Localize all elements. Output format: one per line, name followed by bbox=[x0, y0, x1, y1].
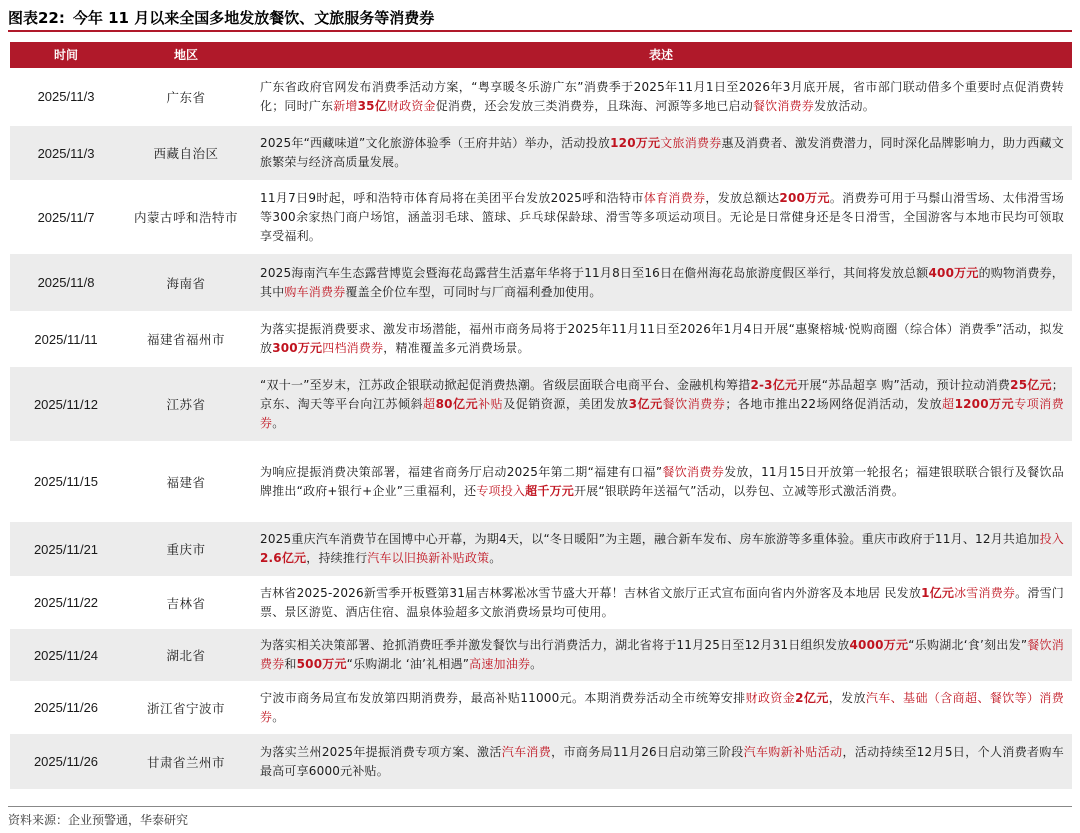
description-text: 。 bbox=[489, 551, 502, 565]
highlight-text: 超 bbox=[942, 396, 955, 411]
cell-date: 2025/11/12 bbox=[33, 396, 99, 412]
highlight-text: 高速加油券 bbox=[469, 657, 531, 671]
description-text: 发放，11月15日开放第一轮报名；福建银联联合银行及餐饮品牌推出“政府+银行+企业”三重福利，还 bbox=[260, 464, 1064, 498]
cell-description bbox=[250, 463, 1072, 501]
description-text: ，精准覆盖多元消费场景。 bbox=[383, 341, 530, 355]
highlight-text: 餐饮消费券 bbox=[752, 98, 814, 113]
highlight-text: 500万元 bbox=[296, 657, 347, 671]
cell-region: 重庆市 bbox=[166, 542, 206, 557]
description-text: ，市商务局11月26日启动第三阶段 bbox=[551, 744, 744, 759]
cell-region: 江苏省 bbox=[166, 397, 206, 412]
highlight-text: 120万元 bbox=[610, 136, 661, 150]
cell-description bbox=[250, 376, 1072, 433]
description-text: 发放活动。 bbox=[813, 98, 875, 113]
table-header bbox=[10, 42, 1072, 68]
description-text: 为落实提振消费要求、激发市场潜能，福州市商务局将于2025年11月11日至2026年1月4日开展“惠聚榕城·悦购商圈（综合体）消费季”活动，拟发放 bbox=[260, 322, 1064, 355]
highlight-text: 餐饮消费券 bbox=[662, 464, 725, 479]
cell-description bbox=[250, 530, 1072, 568]
cell-description bbox=[250, 320, 1072, 358]
highlight-text: 超千万元 bbox=[525, 483, 574, 498]
table-row bbox=[10, 682, 1072, 734]
header-region: 地区 bbox=[173, 48, 198, 62]
table-row bbox=[10, 367, 1072, 442]
figure-number: 图表22: bbox=[8, 9, 65, 27]
cell-description bbox=[250, 78, 1072, 116]
cell-region: 海南省 bbox=[166, 275, 206, 291]
highlight-text: 餐饮消费券 bbox=[662, 396, 726, 411]
description-text: 宁波市商务局宣布发放第四期消费券，最高补贴11000元。本期消费券活动全市统筹安排 bbox=[260, 690, 746, 705]
highlight-text: 冰雪消费券 bbox=[954, 585, 1016, 600]
description-text: 为响应提振消费决策部署，福建省商务厅启动2025年第二期“福建有口福” bbox=[260, 464, 663, 479]
highlight-text: 2-3亿元 bbox=[750, 377, 798, 392]
cell-region: 西藏自治区 bbox=[153, 146, 219, 161]
table-row bbox=[10, 629, 1072, 682]
highlight-text: 餐饮消费券 bbox=[260, 638, 1064, 671]
description-text: 促消费，还会发放三类消费券，且珠海、河源等多地已启动 bbox=[435, 98, 753, 113]
description-text: ，发放 bbox=[828, 690, 866, 705]
table-row bbox=[10, 442, 1072, 522]
cell-region: 福建省福州市 bbox=[146, 332, 225, 347]
cell-date: 2025/11/15 bbox=[33, 474, 99, 489]
cell-date: 2025/11/8 bbox=[37, 275, 95, 290]
highlight-text: 超 bbox=[423, 396, 436, 411]
highlight-text: 4000万元 bbox=[849, 638, 909, 652]
table-row bbox=[10, 181, 1072, 254]
highlight-text: 四档消费券 bbox=[322, 341, 384, 355]
table-row bbox=[10, 126, 1072, 181]
cell-description bbox=[250, 584, 1072, 622]
highlight-text: 购车消费券 bbox=[284, 284, 346, 299]
highlight-text: 2亿元 bbox=[795, 690, 829, 705]
description-text: 。消费券可用于马鬃山滑雪场、太伟滑雪场等300余家热门商户场馆，涵盖羽毛球、篮球、乒乓球保龄球、滑雪等多项运动项目。无论是日常健身还是冬日滑雪，全国游客与本地市民均可领取享受福利。 bbox=[260, 190, 1064, 243]
cell-description bbox=[250, 689, 1072, 727]
cell-date: 2025/11/26 bbox=[33, 754, 99, 769]
description-text: 为落实相关决策部署、抢抓消费旺季并激发餐饮与出行消费活力，湖北省将于11月25日至12月31日组织发放 bbox=[260, 638, 850, 652]
description-text: 。 bbox=[272, 709, 285, 724]
highlight-text: 财政资金 bbox=[386, 98, 436, 113]
cell-region: 浙江省宁波市 bbox=[146, 700, 225, 716]
description-text: “乐购湖北‘食’刻出发” bbox=[908, 638, 1028, 652]
highlight-text: 汽车消费 bbox=[501, 744, 552, 759]
description-text: 2025年“西藏味道”文化旅游体验季（王府井站）举办，活动投放 bbox=[260, 136, 611, 150]
highlight-text: 3亿元 bbox=[628, 396, 663, 411]
cell-date: 2025/11/22 bbox=[33, 595, 99, 610]
description-text: 的购物消费券，其中 bbox=[260, 265, 1064, 299]
cell-region: 湖北省 bbox=[166, 648, 206, 663]
description-text: 和 bbox=[284, 657, 297, 671]
cell-description bbox=[250, 264, 1072, 302]
description-text: “乐购湖北 ‘油’礼相遇” bbox=[346, 657, 470, 671]
description-text: 广东省政府官网发布消费季活动方案，“粤享暖冬乐游广东”消费季于2025年11月1日至2026年3月底开展，省市部门联动借多个重要时点促消费转化；同时广东 bbox=[260, 79, 1064, 113]
description-text: 2025重庆汽车消费节在国博中心开幕，为期4天，以“冬日暖阳”为主题，融合新车发布、房车旅游等多重体验。重庆市政府于11月、12月共追加 bbox=[260, 532, 1040, 546]
highlight-text: 200万元 bbox=[779, 190, 830, 205]
description-text: ，持续推行 bbox=[306, 551, 368, 565]
cell-region: 甘肃省兰州市 bbox=[146, 754, 225, 770]
cell-description bbox=[250, 636, 1072, 674]
figure-caption: 今年 11 月以来全国多地发放餐饮、文旅服务等消费券 bbox=[72, 9, 435, 27]
highlight-text: 专项投入 bbox=[476, 483, 526, 498]
table-row bbox=[10, 522, 1072, 577]
description-text: ；京东、淘天等平台向江苏倾斜 bbox=[260, 377, 1064, 411]
cell-date: 2025/11/21 bbox=[33, 541, 99, 557]
highlight-text: 财政资金 bbox=[745, 690, 796, 705]
description-text: 开展“苏品超享 购”活动，预计拉动消费 bbox=[797, 377, 1011, 392]
description-text: 及促销资源，美团发放 bbox=[503, 396, 629, 411]
cell-description bbox=[250, 189, 1072, 246]
description-text: 。 bbox=[530, 657, 543, 671]
table-row bbox=[10, 254, 1072, 312]
header-date: 时间 bbox=[53, 48, 78, 62]
description-text: 。滑雪门票、景区游览、酒店住宿、温泉体验超多文旅消费场景均可使用。 bbox=[260, 585, 1064, 619]
highlight-text: 补贴 bbox=[478, 396, 504, 411]
highlight-text: 2.6亿元 bbox=[260, 551, 307, 565]
highlight-text: 1亿元 bbox=[921, 585, 955, 600]
highlight-text: 专项消费券 bbox=[260, 396, 1065, 430]
cell-description bbox=[250, 743, 1072, 781]
description-text: ，发放总额达 bbox=[705, 190, 780, 205]
description-text: “双十一”至岁末，江苏政企银联动掀起促消费热潮。省级层面联合电商平台、金融机构筹措 bbox=[260, 377, 751, 392]
table-row bbox=[10, 577, 1072, 629]
consumer-voucher-table bbox=[10, 42, 1072, 790]
cell-region: 内蒙古呼和浩特市 bbox=[133, 210, 238, 225]
cell-date: 2025/11/3 bbox=[37, 145, 95, 161]
description-text: 吉林省2025-2026新雪季开板暨第31届吉林雾凇冰雪节盛大开幕！吉林省文旅厅正式宣布面向省内外游客及本地居 民发放 bbox=[260, 585, 922, 600]
highlight-text: 体育消费券 bbox=[643, 190, 706, 205]
highlight-text: 投入 bbox=[1039, 532, 1064, 546]
highlight-text: 400万元 bbox=[928, 265, 979, 280]
description-text: ；各地市推出22场网络促消活动，发放 bbox=[725, 396, 943, 411]
highlight-text: 25亿元 bbox=[1010, 377, 1052, 392]
cell-date: 2025/11/11 bbox=[34, 331, 98, 347]
cell-date: 2025/11/7 bbox=[37, 209, 95, 225]
description-text: 。 bbox=[272, 415, 285, 430]
highlight-text: 80亿元 bbox=[435, 396, 479, 411]
description-text: ，活动持续至12月5日，个人消费者购车最高可享6000元补贴。 bbox=[260, 744, 1064, 778]
description-text: 开展“银联跨年送福气”活动，以券包、立减等形式激活消费。 bbox=[573, 483, 905, 498]
description-text: 惠及消费者、激发消费潜力，同时深化品牌影响力，助力西藏文旅繁荣与经济高质量发展。 bbox=[260, 136, 1064, 169]
header-description: 表述 bbox=[648, 48, 673, 62]
table-row bbox=[10, 312, 1072, 367]
source-note: 资料来源：企业预警通，华泰研究 bbox=[8, 806, 1072, 830]
cell-date: 2025/11/26 bbox=[33, 700, 99, 715]
table-row bbox=[10, 734, 1072, 790]
figure-title bbox=[8, 6, 1072, 32]
cell-description bbox=[250, 134, 1072, 172]
highlight-text: 汽车购新补贴活动 bbox=[743, 744, 843, 759]
highlight-text: 汽车、基础（含商超、餐饮等）消费券 bbox=[260, 690, 1064, 724]
table-body bbox=[10, 68, 1072, 790]
description-text: 11月7日9时起，呼和浩特市体育局将在美团平台发放2025呼和浩特市 bbox=[260, 190, 644, 205]
description-text: 为落实兰州2025年提振消费专项方案、激活 bbox=[260, 744, 502, 759]
highlight-text: 新增 bbox=[333, 98, 358, 113]
description-text: 2025海南汽车生态露营博览会暨海花岛露营生活嘉年华将于11月8日至16日在儋州海花岛旅游度假区举行，其间将发放总额 bbox=[260, 265, 929, 280]
highlight-text: 汽车以旧换新补贴政策 bbox=[367, 551, 490, 565]
highlight-text: 35亿 bbox=[357, 98, 387, 113]
cell-region: 福建省 bbox=[166, 474, 206, 490]
table-row bbox=[10, 68, 1072, 126]
description-text: 覆盖全价位车型，可同时与厂商福利叠加使用。 bbox=[345, 284, 602, 299]
highlight-text: 文旅消费券 bbox=[660, 136, 722, 150]
highlight-text: 300万元 bbox=[272, 341, 323, 355]
cell-date: 2025/11/3 bbox=[37, 89, 95, 104]
cell-region: 广东省 bbox=[166, 89, 206, 105]
cell-region: 吉林省 bbox=[166, 595, 206, 611]
cell-date: 2025/11/24 bbox=[33, 647, 99, 663]
highlight-text: 1200万元 bbox=[954, 396, 1015, 411]
